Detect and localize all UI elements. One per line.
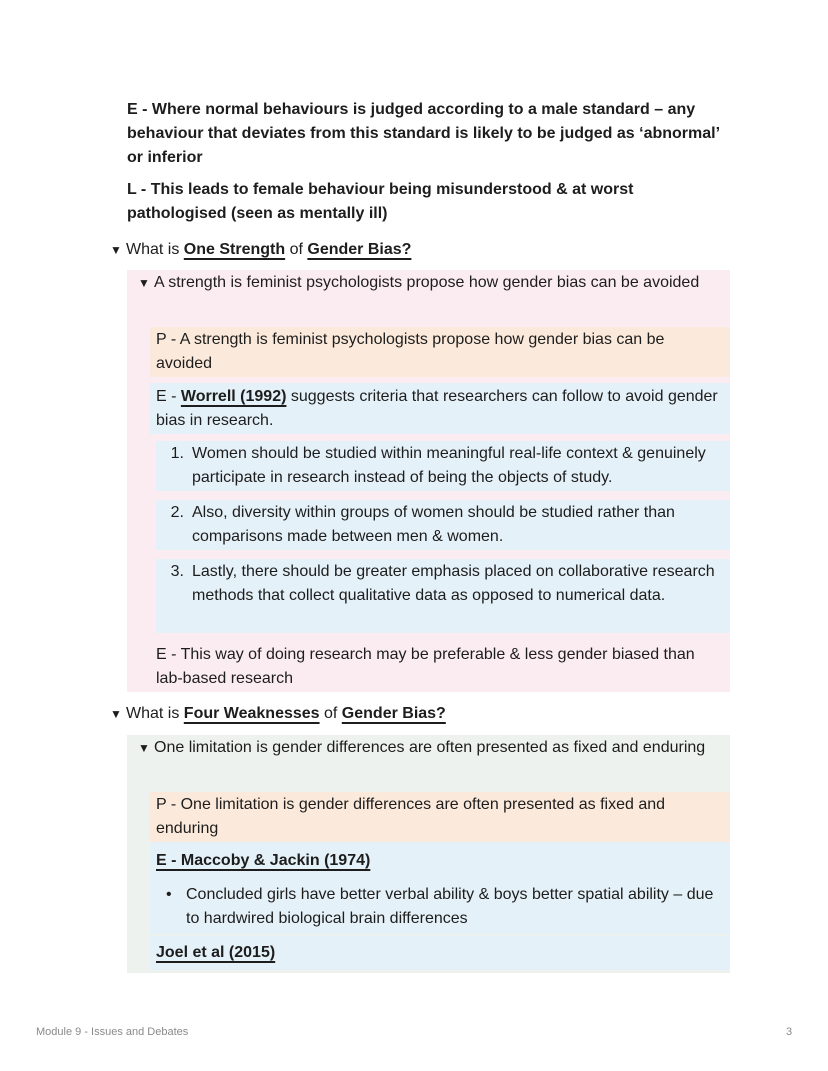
q-bold: One Strength — [183, 241, 286, 258]
list-text: Women should be studied within meaningful real-life context & genuinely participate in research instead of being the objects of study. — [192, 445, 706, 486]
q-text: of — [285, 241, 308, 258]
list-item — [156, 441, 730, 491]
triangle-down-icon: ▼ — [110, 707, 122, 721]
strength-toggle[interactable] — [110, 238, 411, 262]
e-text: suggests criteria that researchers can follow to avoid gender bias in research. — [156, 388, 718, 429]
toggle-text: One limitation is gender differences are often presented as fixed and enduring — [154, 739, 706, 756]
e2-paragraph: E - This way of doing research may be preferable & less gender biased than lab-based research — [156, 646, 695, 687]
q-bold: Gender Bias? — [341, 705, 446, 722]
bullet-icon: • — [166, 886, 172, 903]
l-paragraph: L - This leads to female behaviour being misunderstood & at worst pathologised (seen as mentally ill) — [127, 181, 634, 222]
e-block — [150, 842, 730, 882]
list-text: Also, diversity within groups of women should be studied rather than comparisons made between men & women. — [192, 504, 675, 545]
q-text: What is — [126, 705, 184, 722]
joel-block — [150, 936, 730, 970]
p-block: P - A strength is feminist psychologists propose how gender bias can be avoided — [150, 327, 730, 377]
list-item — [156, 559, 730, 633]
list-text: Lastly, there should be greater emphasis placed on collaborative research methods that collect qualitative data as opposed to numerical data. — [192, 563, 715, 604]
bullet-item — [150, 882, 730, 934]
triangle-down-icon: ▼ — [110, 243, 122, 257]
reference: Worrell (1992) — [180, 388, 287, 405]
list-number: 2. — [170, 504, 184, 521]
q-text: What is — [126, 241, 184, 258]
toggle-text: A strength is feminist psychologists propose how gender bias can be avoided — [154, 274, 700, 291]
list-number: 3. — [170, 563, 184, 580]
weakness-toggle[interactable] — [110, 702, 446, 726]
q-bold: Four Weaknesses — [183, 705, 320, 722]
e-prefix: E - — [156, 388, 181, 405]
triangle-down-icon: ▼ — [138, 741, 150, 755]
q-bold: Gender Bias? — [307, 241, 412, 258]
list-number: 1. — [170, 445, 184, 462]
q-text: of — [319, 705, 342, 722]
p-block: P - One limitation is gender differences are often presented as fixed and enduring — [150, 792, 730, 842]
reference: E - Maccoby & Jackin (1974) — [156, 852, 371, 869]
strength-sub-toggle[interactable] — [138, 271, 708, 295]
footer-title: Module 9 - Issues and Debates — [36, 1026, 189, 1038]
triangle-down-icon: ▼ — [138, 276, 150, 290]
page-number: 3 — [786, 1026, 793, 1038]
weakness-sub-toggle[interactable] — [138, 736, 718, 760]
list-item — [156, 500, 730, 550]
e-paragraph: E - Where normal behaviours is judged according to a male standard – any behaviour that deviates from this standard is likely to be judged as ‘abnormal’ or inferior — [127, 101, 720, 166]
bullet-text: Concluded girls have better verbal ability & boys better spatial ability – due to hardwired biological brain differences — [186, 886, 714, 927]
e-block — [150, 383, 730, 434]
reference: Joel et al (2015) — [156, 944, 276, 961]
